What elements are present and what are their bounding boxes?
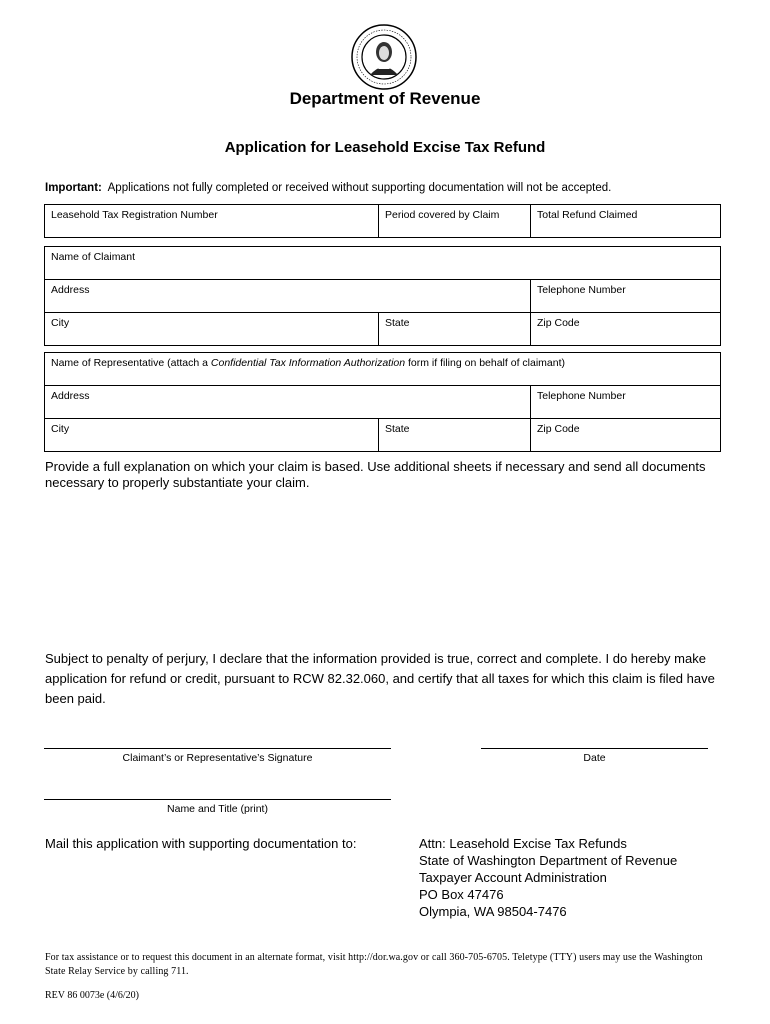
representative-name-field[interactable] — [45, 353, 721, 386]
representative-telephone-field[interactable] — [531, 386, 721, 419]
form-number: REV 86 0073e (4/6/20) — [45, 990, 139, 1001]
mailing-address-line: PO Box 47476 — [419, 887, 504, 902]
claimant-name-label: Name of Claimant — [51, 251, 136, 263]
claimant-table — [44, 246, 721, 346]
representative-telephone-label: Telephone Number — [537, 390, 626, 402]
mailing-address-line: Taxpayer Account Administration — [419, 870, 607, 885]
mail-instruction: Mail this application with supporting documentation to: — [45, 836, 357, 851]
important-text: Applications not fully completed or received without supporting documentation will not be accepted. — [107, 182, 612, 194]
period-covered-field[interactable] — [379, 205, 531, 238]
claimant-address-field[interactable] — [45, 280, 531, 313]
form-title: Application for Leasehold Excise Tax Refund — [224, 139, 546, 156]
explanation-instructions: Provide a full explanation on which your claim is based. Use additional sheets if necessary and send all documents necessary to properly substantiate your claim. — [45, 459, 706, 490]
claimant-state-label: State — [385, 317, 410, 329]
mailing-address-line: Olympia, WA 98504-7476 — [419, 904, 567, 919]
date-label: Date — [583, 752, 606, 764]
claimant-telephone-label: Telephone Number — [537, 284, 626, 296]
explanation-area[interactable] — [45, 500, 725, 630]
perjury-declaration: Subject to penalty of perjury, I declare that the information provided is true, correct and complete. I do hereby make application for refund or credit, pursuant to RCW 82.32.060, and certify that all taxes for which this claim is filed have been paid. — [45, 651, 715, 706]
claimant-telephone-field[interactable] — [531, 280, 721, 313]
representative-city-field[interactable] — [45, 419, 379, 452]
representative-zip-field[interactable] — [531, 419, 721, 452]
registration-number-label: Leasehold Tax Registration Number — [51, 209, 218, 221]
representative-name-label-post: form if filing on behalf of claimant) — [405, 357, 565, 369]
registration-number-field[interactable] — [45, 205, 379, 238]
washington-state-seal-icon — [350, 23, 418, 91]
claimant-city-label: City — [51, 317, 70, 329]
signature-label: Claimant’s or Representative’s Signature — [122, 752, 313, 764]
total-refund-label: Total Refund Claimed — [537, 209, 638, 221]
claimant-name-field[interactable] — [45, 247, 721, 280]
representative-address-field[interactable] — [45, 386, 531, 419]
claim-info-table — [44, 204, 721, 238]
claimant-zip-label: Zip Code — [537, 317, 580, 329]
representative-state-field[interactable] — [379, 419, 531, 452]
washington-state-seal — [350, 23, 418, 91]
representative-zip-label: Zip Code — [537, 423, 580, 435]
claimant-zip-field[interactable] — [531, 313, 721, 346]
mailing-address-line: State of Washington Department of Revenue — [419, 853, 678, 868]
representative-address-label: Address — [51, 390, 90, 402]
date-line[interactable] — [481, 748, 708, 749]
mailing-address-line: Attn: Leasehold Excise Tax Refunds — [419, 836, 627, 851]
claimant-city-field[interactable] — [45, 313, 379, 346]
agency-title: Department of Revenue — [289, 89, 481, 108]
representative-state-label: State — [385, 423, 410, 435]
representative-table — [44, 352, 721, 452]
important-label: Important: — [45, 182, 102, 194]
representative-name-label-pre: Name of Representative (attach a — [51, 357, 211, 369]
claimant-state-field[interactable] — [379, 313, 531, 346]
name-title-line[interactable] — [44, 799, 391, 800]
tax-assistance-footer: For tax assistance or to request this document in an alternate format, visit http://dor.wa.gov or call 360-705-6705. Teletype (TTY) users may use the Washington State Relay Service by calling 711. — [45, 952, 703, 977]
representative-city-label: City — [51, 423, 70, 435]
signature-line[interactable] — [44, 748, 391, 749]
name-title-label: Name and Title (print) — [167, 803, 268, 815]
claimant-address-label: Address — [51, 284, 90, 296]
period-covered-label: Period covered by Claim — [385, 209, 500, 221]
authorization-form-name: Confidential Tax Information Authorization — [210, 357, 406, 369]
mailing-address — [419, 835, 677, 920]
total-refund-field[interactable] — [531, 205, 721, 238]
important-notice — [45, 182, 611, 194]
